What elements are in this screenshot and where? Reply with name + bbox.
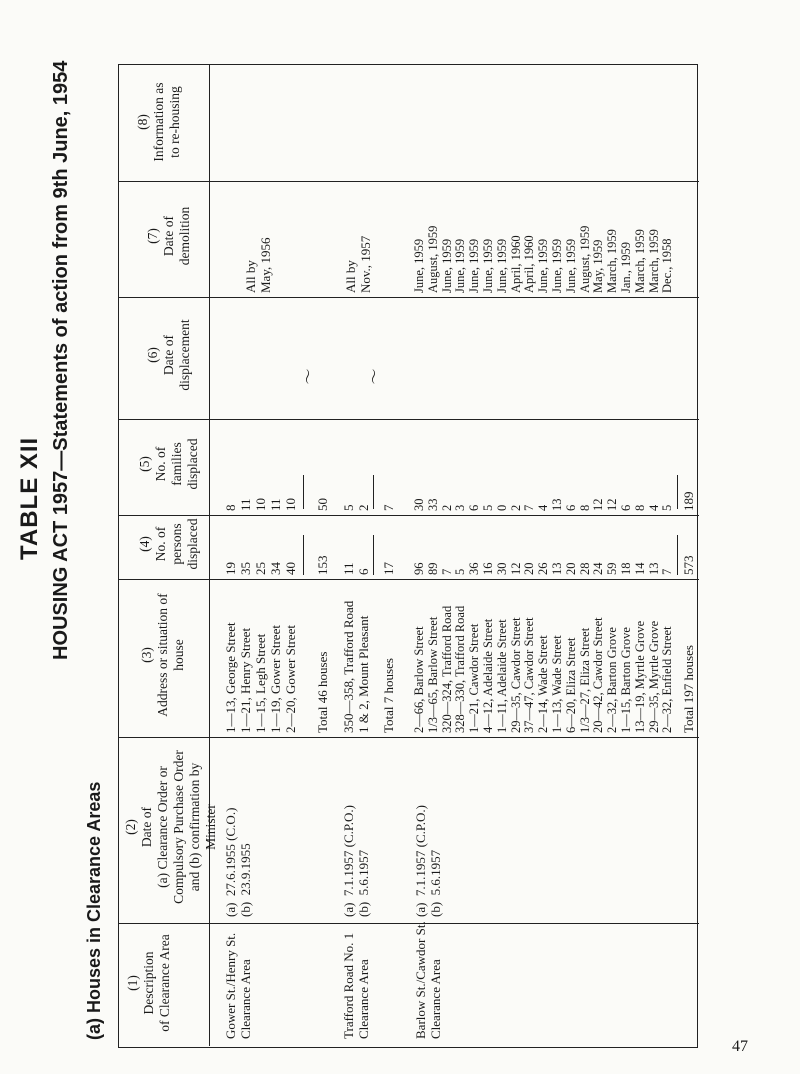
area-total-families: 189 [681,491,696,511]
area-demolition: All by Nov., 1957 [343,235,373,293]
area-dates: (a) 7.1.1957 (C.P.O.) (b) 5.6.1957 [341,805,371,917]
area-dates: (a) 7.1.1957 (C.P.O.) (b) 5.6.1957 [413,805,443,917]
area-demolition: All by May, 1956 [243,237,273,293]
header-demolition: (7) Date of demolition [145,206,192,266]
area-addresses: 350—358, Trafford Road 1 & 2, Mount Pleasant [341,600,371,733]
area-persons: 11 6 [341,562,371,575]
col-divider [119,181,699,182]
area-persons: 19 35 25 34 40 [223,562,298,575]
ditto-mark: 〜 [366,368,384,385]
section-title: (a) Houses in Clearance Areas [84,781,104,1040]
total-rule [303,535,304,575]
area-total-label: Total 197 houses [681,645,696,733]
area-total-label: Total 46 houses [315,651,330,733]
area-families: 30 33 2 3 6 5 0 2 7 4 13 6 8 12 12 6 8 4 5 [412,498,675,511]
area-name: Gower St./Henry St. Clearance Area [223,932,253,1039]
col-divider [119,297,699,298]
table-number: TABLE XII [16,436,43,560]
total-rule [677,475,678,509]
area-demolition: June, 1959 August, 1959 June, 1959 June, 1959 June, 1959 June, 1959 June, 1959 April, 1960 April, 1960 June, 1959 June, 1959 June, 1959 August, 1959 May, 1959 March, 1959 Jan., 1959 March, 1959 March, 1959 Dec., 1958 [412,225,675,293]
area-total-persons: 153 [315,555,330,575]
area-persons: 96 89 7 5 36 16 30 12 20 26 13 20 28 24 59 18 14 13 7 [412,562,675,575]
area-total-families: 50 [315,498,330,511]
area-total-persons: 17 [381,562,396,575]
total-rule [303,475,304,509]
header-address: (3) Address or situation of house [139,593,186,717]
area-addresses: 1—13, George Street 1—21, Henry Street 1—15, Legh Street 1—19, Gower Street 2—20, Gower Street [223,622,298,733]
area-families: 8 11 10 11 10 [223,498,298,511]
col-divider [119,419,699,420]
header-displacement: (6) Date of displacement [145,319,192,391]
area-name: Trafford Road No. 1 Clearance Area [341,932,371,1039]
area-total-label: Total 7 houses [381,658,396,733]
col-divider [119,579,699,580]
header-persons: (4) No. of persons displaced [137,518,200,570]
total-rule [373,475,374,509]
area-families: 5 2 [341,504,371,511]
header-families: (5) No. of families displaced [137,438,200,490]
page-number: 47 [732,1038,748,1055]
total-rule [373,535,374,575]
area-dates: (a) 27.6.1955 (C.O.) (b) 23.9.1955 [223,807,253,917]
housing-table [118,64,698,1048]
header-dates: (2) Date of (a) Clearance Order or Compulsory Purchase Order and (b) confirmation by Minister [123,750,218,904]
area-addresses: 2—66, Barlow Street 1/3—65, Barlow Street 320—324, Trafford Road 328—330, Trafford Road 1—21, Cawdor Street 4—12, Adelaide Street 1—11, Adelaide Street 29—35, Cawdor Street 37—47, Cawdor Street 2—14, Wade Street 1—13, Wade Street 6—20, Eliza Street 1/3—27, Eliza Street 20—42, Cawdor Street 2—32, Barton Grove 1—15, Barton Grove 13—19, Myrtle Grove 29—35, Myrtle Grove 2—32, Enfield Street [412,605,675,733]
area-name: Barlow St./Cawdor St. Clearance Area [413,921,443,1039]
ditto-mark: 〜 [300,368,318,385]
area-total-persons: 573 [681,555,696,575]
col-divider [119,923,699,924]
header-description: (1) Description of Clearance Area [125,934,172,1032]
area-total-families: 7 [381,504,396,511]
act-title: HOUSING ACT 1957—Statements of action from 9th June, 1954 [50,60,72,660]
col-divider [119,515,699,516]
total-rule [677,535,678,575]
header-rehousing: (8) Information as to re-housing [135,82,182,162]
